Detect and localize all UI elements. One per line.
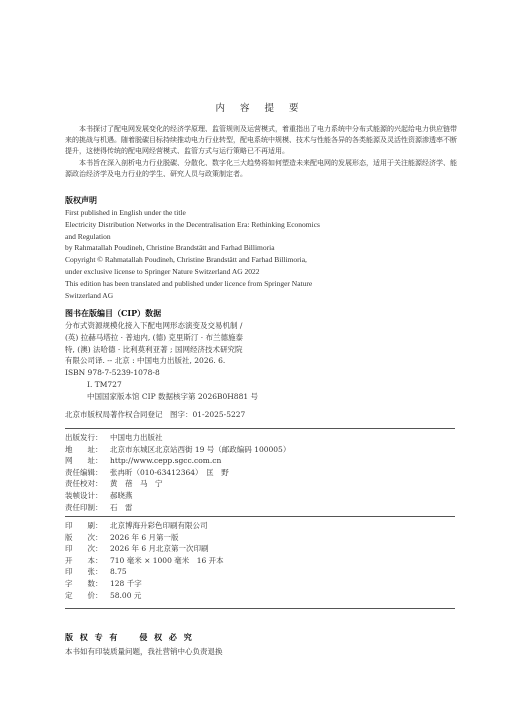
copyright-line: First published in English under the title: [65, 208, 186, 217]
info-label: 装帧设计：: [65, 490, 103, 500]
info-value: http://www.cepp.sgcc.com.cn: [110, 456, 222, 466]
info-label: 责任印制：: [65, 502, 103, 512]
print-info: [65, 520, 455, 601]
cip-line: 特, (澳) 法哈德 · 比利莫利亚著 ; 国网经济技术研究院: [65, 344, 243, 354]
cip-heading: 图书在版编目（CIP）数据: [65, 308, 162, 318]
divider: [65, 608, 455, 609]
info-row: [65, 432, 455, 444]
info-label: 印 刷：: [65, 521, 103, 530]
info-value: 北京博海升彩色印刷有限公司: [110, 521, 208, 530]
copyright-line: and Regulation: [65, 231, 111, 241]
info-label: 印 次：: [65, 544, 103, 554]
rights-heading: 版 权 专 有 侵 权 必 究: [65, 632, 194, 642]
cip-line: 中国国家版本馆 CIP 数据核字第 2026B0H881 号: [87, 391, 259, 401]
info-row: [65, 543, 455, 555]
cip-line: Ⅰ. TM727: [87, 379, 122, 389]
info-label: 印 张：: [65, 567, 103, 577]
summary-body: [65, 124, 457, 180]
info-row: [65, 590, 455, 602]
cip-line: (英) 拉赫马塔拉 · 普迪内, (德) 克里斯汀 · 布兰德施泰: [65, 332, 244, 342]
copyright-line: Switzerland AG: [65, 290, 114, 300]
cip-line: ISBN 978-7-5239-1078-8: [65, 368, 160, 378]
publisher-info: [65, 432, 455, 513]
summary-title: 内 容 提 要: [215, 103, 305, 114]
info-row: [65, 502, 455, 514]
copyright-line: Electricity Distribution Networks in the Decentralisation Era: Rethinking Economics: [65, 219, 320, 229]
copyright-registration: 北京市版权局著作权合同登记 图字：01-2025-5227: [65, 410, 246, 419]
info-row: [65, 578, 455, 590]
cip-line: 分布式资源规模化接入下配电网形态演变及交易机制 /: [65, 321, 243, 330]
info-label: 责任编辑：: [65, 467, 103, 477]
copyright-heading: 版权声明: [65, 195, 97, 205]
info-label: 出版发行：: [65, 433, 103, 442]
info-label: 地 址：: [65, 444, 103, 454]
info-label: 版 次：: [65, 532, 103, 542]
info-value: 黄 蓓 马 宁: [110, 479, 163, 489]
info-row: [65, 478, 455, 490]
info-row: [65, 455, 455, 467]
divider: [65, 428, 455, 429]
info-row: [65, 520, 455, 532]
cip-line: 有限公司译. -- 北京 : 中国电力出版社, 2026. 6.: [65, 356, 226, 366]
rights-note: 本书如有印装质量问题，我社营销中心负责退换: [65, 647, 223, 656]
copyright-line: This edition has been translated and published under licence from Springer Nature: [65, 278, 313, 288]
copyright-line: by Rahmatallah Poudineh, Christine Brandstätt and Farhad Billimoria: [65, 243, 275, 253]
info-value: 58.00 元: [110, 590, 142, 600]
info-row: [65, 555, 455, 567]
info-label: 责任校对：: [65, 479, 103, 489]
info-row: [65, 566, 455, 578]
info-row: [65, 532, 455, 544]
info-value: 2026 年 6 月北京第一次印刷: [110, 544, 209, 554]
copyright-statement: [65, 207, 445, 301]
copyright-line: under exclusive license to Springer Nature Switzerland AG 2022: [65, 266, 260, 276]
divider: [65, 516, 455, 517]
info-row: [65, 444, 455, 456]
info-row: [65, 467, 455, 479]
info-label: 开 本：: [65, 555, 103, 565]
copyright-line: Copyright © Rahmatallah Poudineh, Christine Brandstätt and Farhad Billimoria,: [65, 255, 307, 265]
info-value: 128 千字: [110, 578, 142, 588]
info-value: 中国电力出版社: [110, 433, 163, 442]
info-label: 定 价：: [65, 590, 103, 600]
info-value: 石 雷: [110, 502, 133, 512]
info-value: 北京市东城区北京站西街 19 号（邮政编码 100005）: [110, 444, 291, 454]
info-value: 2026 年 6 月第一版: [110, 532, 179, 542]
info-value: 8.75: [110, 567, 127, 577]
summary-paragraph: 本书探讨了配电网发展变化的经济学原理、监管规则及运营模式，着重指出了电力系统中分布式能源的兴起给电力供应链带来的挑战与机遇。随着脱碳目标持续推动电力行业转型，配电系统中规模、技术与性能各异的各类能源及灵活性资源渗透率不断提升，这使得传统的配电网经营模式、监管方式与运行策略已不再适用。: [65, 125, 457, 155]
info-row: [65, 490, 455, 502]
info-value: 张冉昕（010-63412364） 匡 野: [110, 467, 229, 477]
info-label: 字 数：: [65, 578, 103, 588]
cip-data: [65, 320, 455, 403]
info-label: 网 址：: [65, 456, 103, 466]
summary-paragraph: 本书旨在深入剖析电力行业脱碳、分散化、数字化三大趋势将如何塑造未来配电网的发展形态，适用于关注能源经济学、能源政治经济学及电力行业的学生、研究人员与政策制定者。: [65, 159, 457, 178]
info-value: 郝晓燕: [110, 490, 133, 500]
info-value: 710 毫米 × 1000 毫米 16 开本: [110, 555, 224, 565]
